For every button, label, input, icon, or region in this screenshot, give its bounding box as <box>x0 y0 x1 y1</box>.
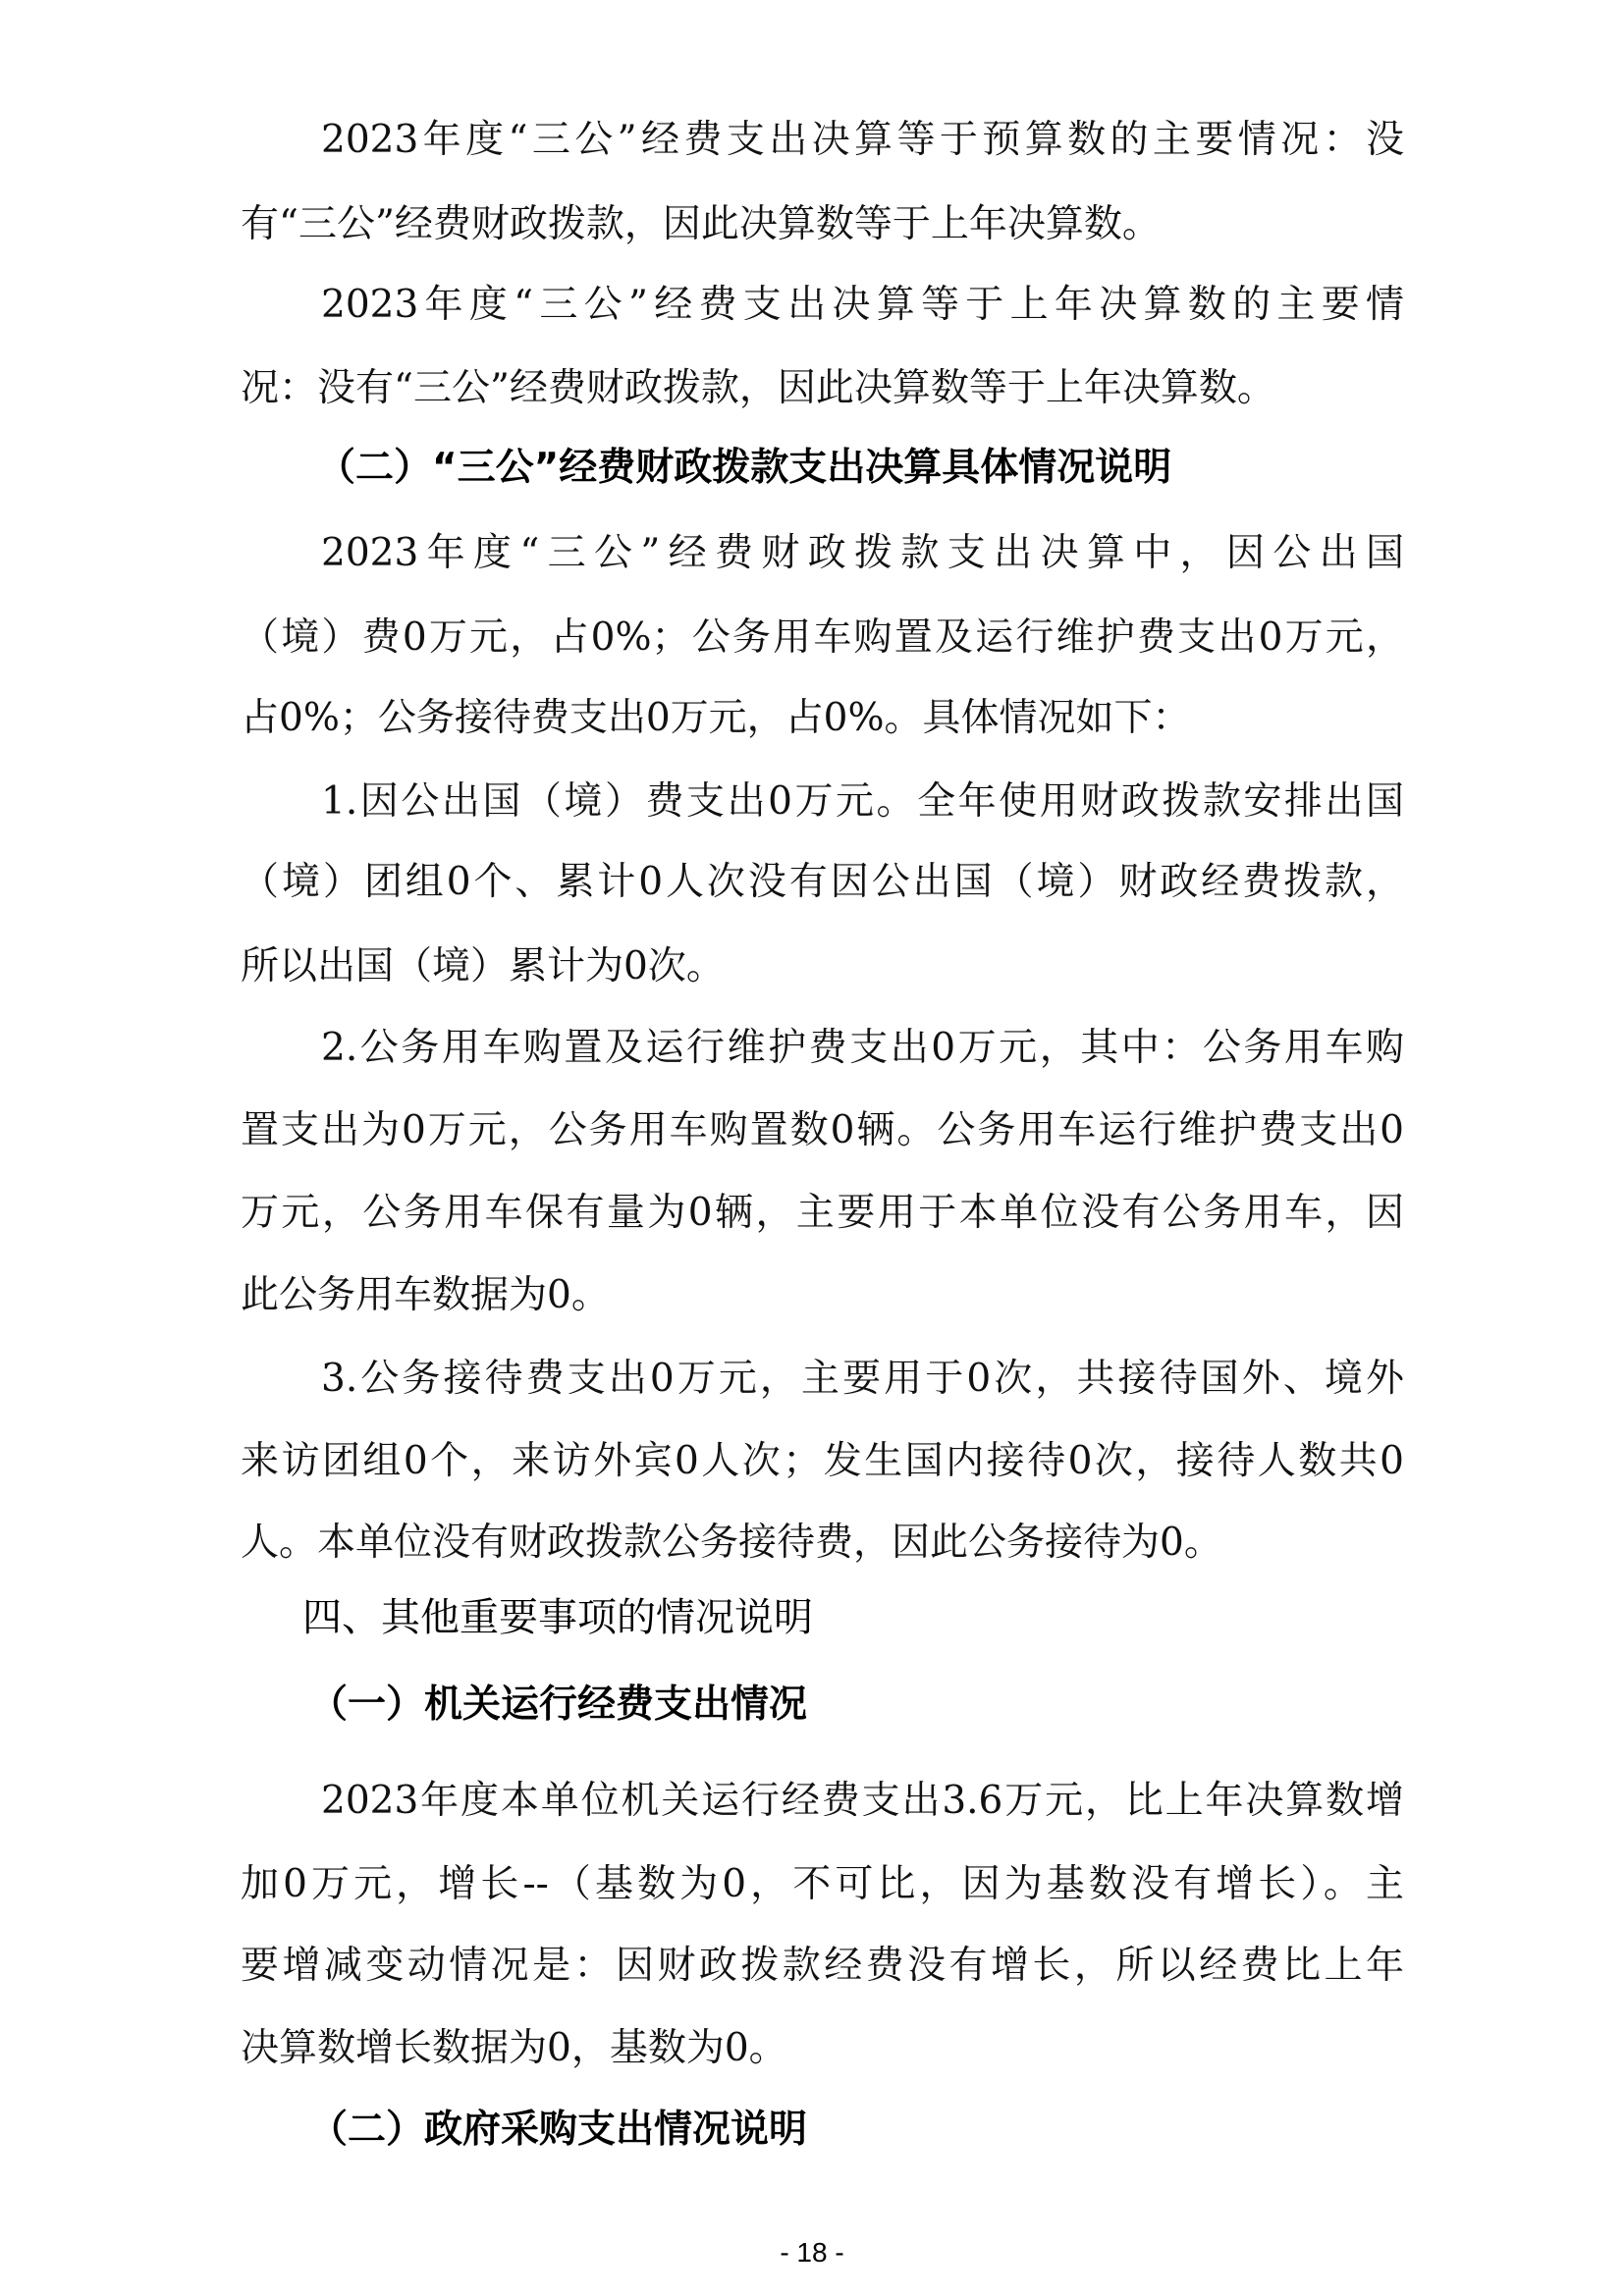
list-item-line: （境）团组0个、累计0人次没有因公出国（境）财政经费拨款， <box>241 860 1404 904</box>
list-item-line: 置支出为0万元，公务用车购置数0辆。公务用车运行维护费支出0 <box>241 1108 1404 1152</box>
section-heading: （二）“三公”经费财政拨款支出决算具体情况说明 <box>317 446 1172 490</box>
list-item-line: 2.公务用车购置及运行维护费支出0万元，其中：公务用车购 <box>321 1026 1404 1070</box>
paragraph-line: 2023年度“三公”经费支出决算等于预算数的主要情况：没 <box>321 118 1404 162</box>
paragraph-line: 2023年度“三公”经费支出决算等于上年决算数的主要情 <box>321 283 1404 327</box>
list-item-line: 3.公务接待费支出0万元，主要用于0次，共接待国外、境外 <box>321 1357 1404 1401</box>
section-heading: （一）机关运行经费支出情况 <box>309 1682 808 1727</box>
paragraph-line: 况：没有“三公”经费财政拨款，因此决算数等于上年决算数。 <box>241 366 1275 410</box>
list-item-line: 人。本单位没有财政拨款公务接待费，因此公务接待为0。 <box>241 1521 1222 1565</box>
list-item-line: 来访团组0个，来访外宾0人次；发生国内接待0次，接待人数共0 <box>241 1439 1404 1483</box>
list-item-line: 此公务用车数据为0。 <box>241 1273 610 1317</box>
paragraph-line: 有“三公”经费财政拨款，因此决算数等于上年决算数。 <box>241 202 1161 246</box>
paragraph-line: （境）费0万元，占0%；公务用车购置及运行维护费支出0万元， <box>241 615 1404 660</box>
paragraph-line: 加0万元，增长--（基数为0，不可比，因为基数没有增长）。主 <box>241 1862 1404 1906</box>
paragraph-line: 决算数增长数据为0，基数为0。 <box>241 2026 787 2070</box>
list-item-line: 所以出国（境）累计为0次。 <box>241 944 725 988</box>
part-heading: 四、其他重要事项的情况说明 <box>302 1595 813 1640</box>
list-item-line: 万元，公务用车保有量为0辆，主要用于本单位没有公务用车，因 <box>241 1191 1404 1235</box>
paragraph-line: 2023年度本单位机关运行经费支出3.6万元，比上年决算数增 <box>321 1779 1404 1823</box>
section-heading: （二）政府采购支出情况说明 <box>309 2108 808 2152</box>
page-number: - 18 - <box>780 2237 844 2268</box>
list-item-line: 1.因公出国（境）费支出0万元。全年使用财政拨款安排出国 <box>321 779 1404 824</box>
paragraph-line: 要增减变动情况是：因财政拨款经费没有增长，所以经费比上年 <box>241 1944 1404 1988</box>
paragraph-line: 占0%；公务接待费支出0万元，占0%。具体情况如下： <box>241 696 1191 740</box>
paragraph-line: 2023年度“三公”经费财政拨款支出决算中，因公出国 <box>321 531 1404 575</box>
